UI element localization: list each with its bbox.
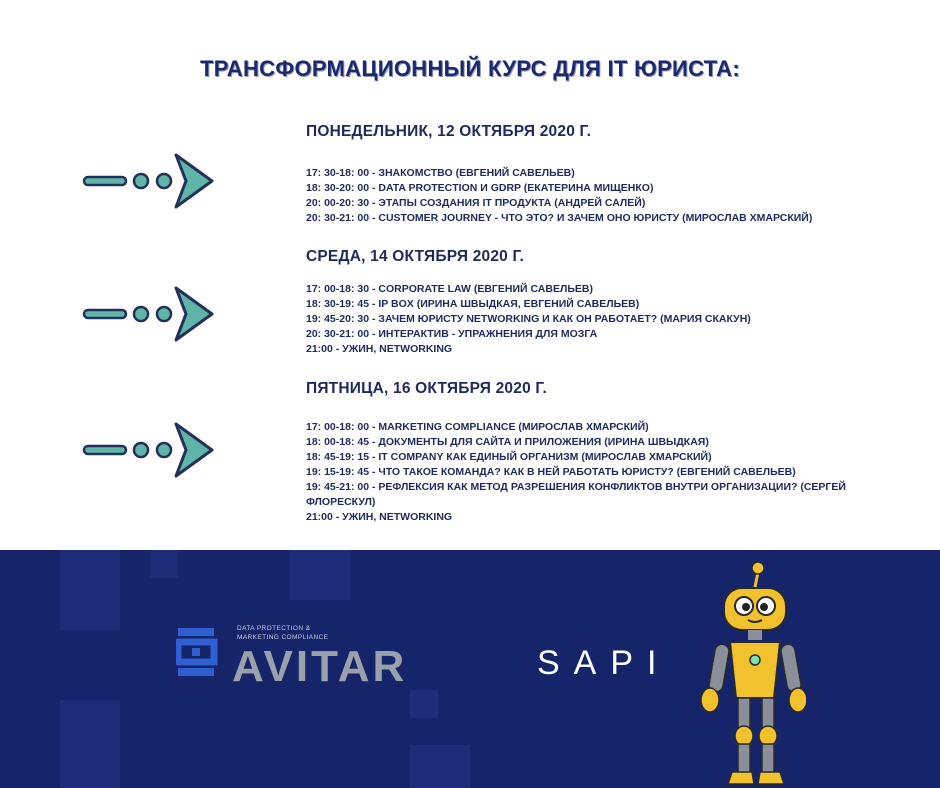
robot-mascot-icon (696, 558, 806, 788)
decorative-square (410, 745, 470, 788)
list-item: 21:00 - УЖИН, NETWORKING (306, 343, 453, 355)
decorative-square (60, 550, 120, 630)
arrow-icon (80, 421, 220, 481)
list-item: 18: 45-19: 15 - IT COMPANY КАК ЕДИНЫЙ ОРГАНИЗМ (МИРОСЛАВ ХМАРСКИЙ) (306, 451, 712, 463)
list-item: 20: 30-21: 00 - ИНТЕРАКТИВ - УПРАЖНЕНИЯ ДЛЯ МОЗГА (306, 328, 598, 340)
decorative-square (290, 550, 350, 600)
day-heading: СРЕДА, 14 ОКТЯБРЯ 2020 Г. (306, 248, 525, 265)
decorative-square (60, 700, 120, 788)
list-item: 17: 00-18: 00 - MARKETING COMPLIANCE (МИРОСЛАВ ХМАРСКИЙ) (306, 421, 649, 433)
list-item: 20: 00-20: 30 - ЭТАПЫ СОЗДАНИЯ IT ПРОДУКТА (АНДРЕЙ САЛЕЙ) (306, 197, 646, 209)
avitar-wordmark: AVITAR (232, 642, 408, 691)
list-item: 19: 15-19: 45 - ЧТО ТАКОЕ КОМАНДА? КАК В НЕЙ РАБОТАТЬ ЮРИСТУ? (ЕВГЕНИЙ САВЕЛЬЕВ) (306, 466, 796, 478)
sapi-wordmark: SAPI (537, 644, 671, 682)
list-item: 18: 30-19: 45 - IP BOX (ИРИНА ШВЫДКАЯ, ЕВГЕНИЙ САВЕЛЬЕВ) (306, 298, 640, 310)
list-item: 19: 45-21: 00 - РЕФЛЕКСИЯ КАК МЕТОД РАЗРЕШЕНИЯ КОНФЛИКТОВ ВНУТРИ ОРГАНИЗАЦИИ? (СЕРГЕЙ ФЛОРЕСКУЛ) (306, 481, 846, 508)
avitar-logo-icon (176, 626, 220, 682)
page-title: ТРАНСФОРМАЦИОННЫЙ КУРС ДЛЯ IT ЮРИСТА: (200, 56, 740, 81)
arrow-icon (80, 152, 220, 212)
schedule-day-friday (306, 380, 906, 525)
footer-banner (0, 550, 940, 788)
schedule-day-monday (306, 123, 906, 226)
day-heading: ПЯТНИЦА, 16 ОКТЯБРЯ 2020 Г. (306, 380, 547, 397)
arrow-icon (80, 285, 220, 345)
day-heading: ПОНЕДЕЛЬНИК, 12 ОКТЯБРЯ 2020 Г. (306, 123, 592, 140)
schedule-day-wednesday (306, 248, 906, 357)
list-item: 18: 00-18: 45 - ДОКУМЕНТЫ ДЛЯ САЙТА И ПРИЛОЖЕНИЯ (ИРИНА ШВЫДКАЯ) (306, 436, 709, 448)
list-item: 20: 30-21: 00 - CUSTOMER JOURNEY - ЧТО ЭТО? И ЗАЧЕМ ОНО ЮРИСТУ (МИРОСЛАВ ХМАРСКИЙ) (306, 212, 813, 224)
list-item: 19: 45-20: 30 - ЗАЧЕМ ЮРИСТУ NETWORKING И КАК ОН РАБОТАЕТ? (МАРИЯ СКАКУН) (306, 313, 751, 325)
list-item: 18: 30-20: 00 - DATA PROTECTION И GDRP (ЕКАТЕРИНА МИЩЕНКО) (306, 182, 654, 194)
list-item: 21:00 - УЖИН, NETWORKING (306, 511, 453, 523)
list-item: 17: 30-18: 00 - ЗНАКОМСТВО (ЕВГЕНИЙ САВЕЛЬЕВ) (306, 167, 575, 179)
decorative-square (410, 690, 438, 718)
avitar-tagline: DATA PROTECTION & MARKETING COMPLIANCE (237, 625, 329, 641)
list-item: 17: 00-18: 30 - CORPORATE LAW (ЕВГЕНИЙ САВЕЛЬЕВ) (306, 283, 593, 295)
decorative-square (150, 550, 178, 578)
